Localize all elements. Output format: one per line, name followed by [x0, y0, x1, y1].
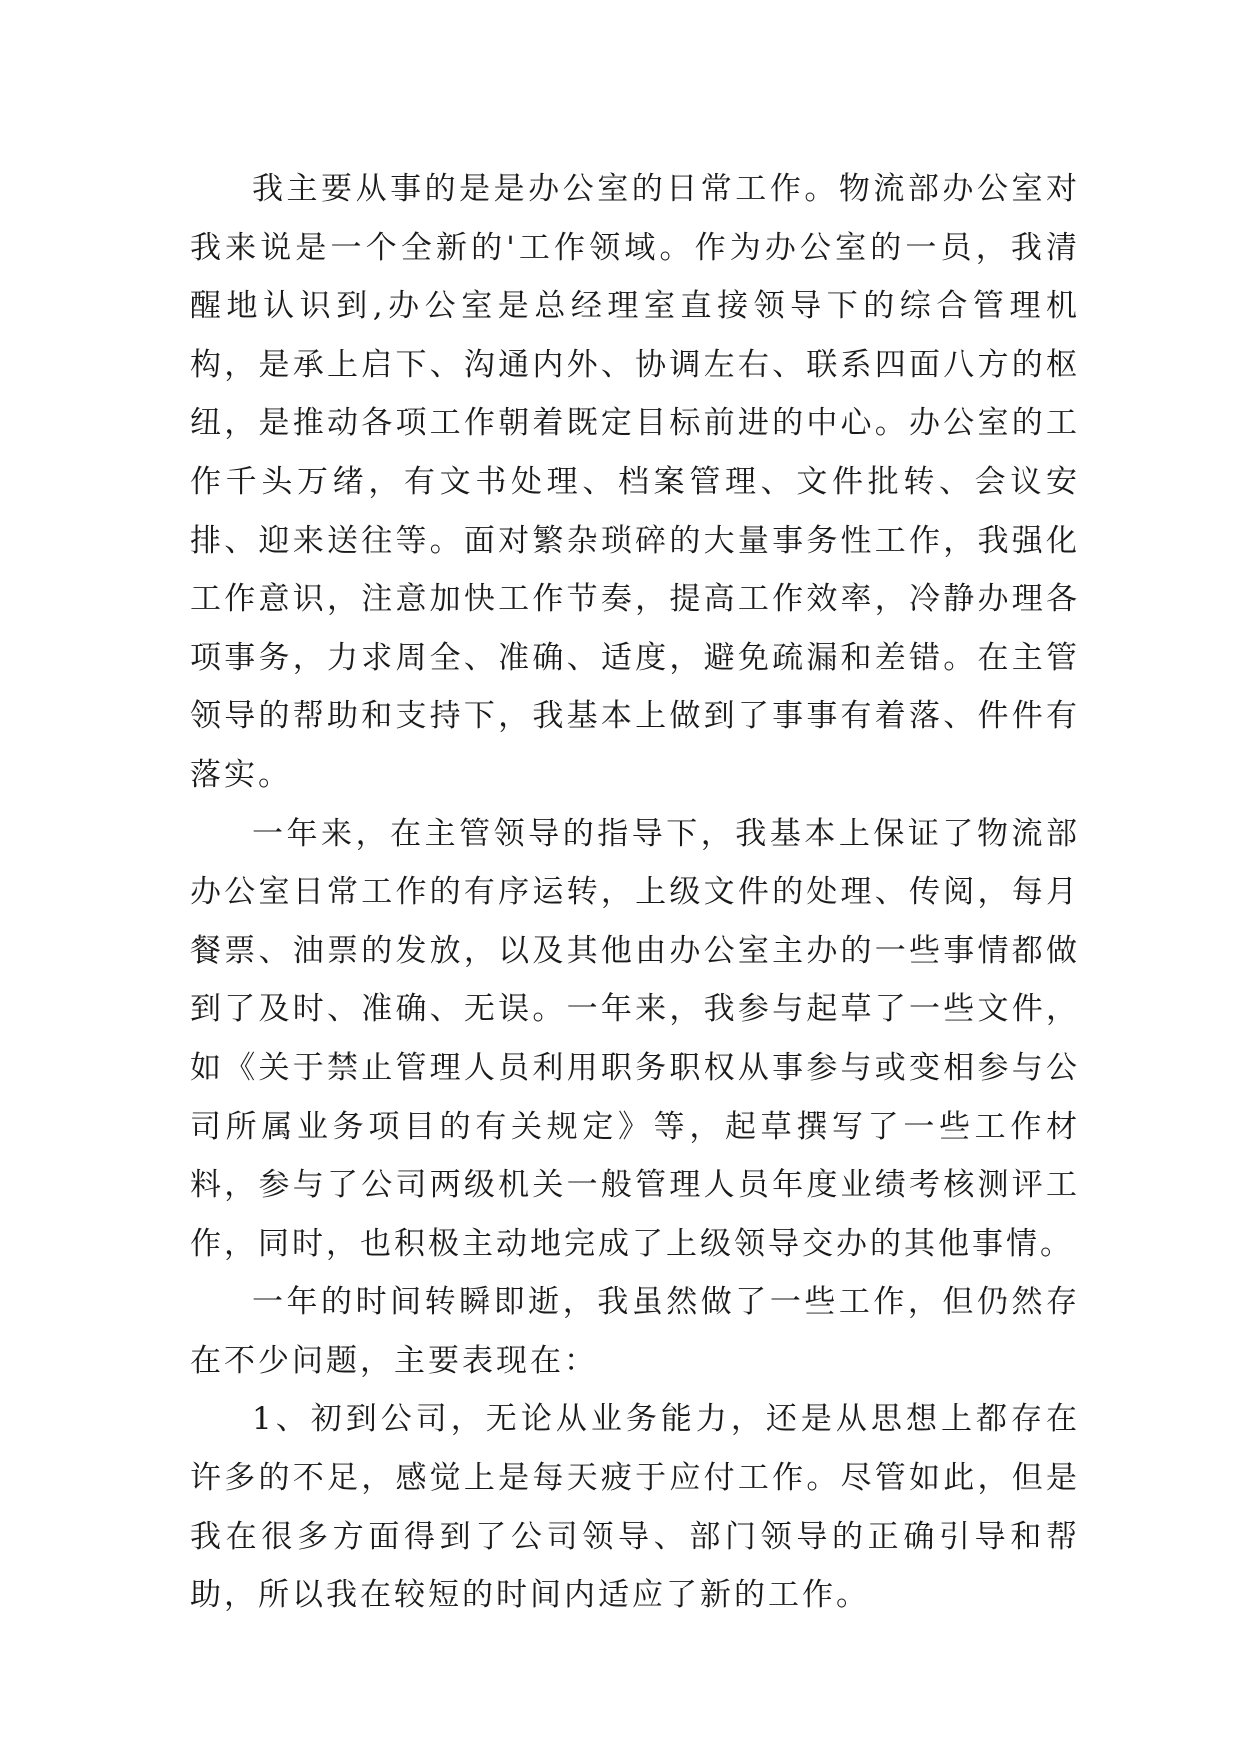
paragraph-office-work: 我主要从事的是是办公室的日常工作。物流部办公室对我来说是一个全新的'工作领域。作为办公室的一员，我清醒地认识到,办公室是总经理室直接领导下的综合管理机构，是承上启下、沟通内外、协调左右、联系四面八方的枢纽，是推动各项工作朝着既定目标前进的中心。办公室的工作千头万绪，有文书处理、档案管理、文件批转、会议安排、迎来送往等。面对繁杂琐碎的大量事务性工作，我强化工作意识，注意加快工作节奏，提高工作效率，冷静办理各项事务，力求周全、准确、适度，避免疏漏和差错。在主管领导的帮助和支持下，我基本上做到了事事有着落、件件有落实。 [190, 171, 1080, 793]
paragraph-problem-1: 1、初到公司，无论从业务能力，还是从思想上都存在许多的不足，感觉上是每天疲于应付工作。尽管如此，但是我在很多方面得到了公司领导、部门领导的正确引导和帮助，所以我在较短的时间内适应了新的工作。 [190, 1401, 1080, 1614]
paragraph-year-achievements: 一年来，在主管领导的指导下，我基本上保证了物流部办公室日常工作的有序运转，上级文件的处理、传阅，每月餐票、油票的发放，以及其他由办公室主办的一些事情都做到了及时、准确、无误。一年来，我参与起草了一些文件，如《关于禁止管理人员利用职务职权从事参与或变相参与公司所属业务项目的有关规定》等，起草撰写了一些工作材料，参与了公司两级机关一般管理人员年度业绩考核测评工作，同时，也积极主动地完成了上级领导交办的其他事情。 [190, 815, 1080, 1262]
paragraph-problems-intro: 一年的时间转瞬即逝，我虽然做了一些工作，但仍然存在不少问题，主要表现在： [190, 1284, 1080, 1379]
document-body [190, 160, 1080, 1625]
